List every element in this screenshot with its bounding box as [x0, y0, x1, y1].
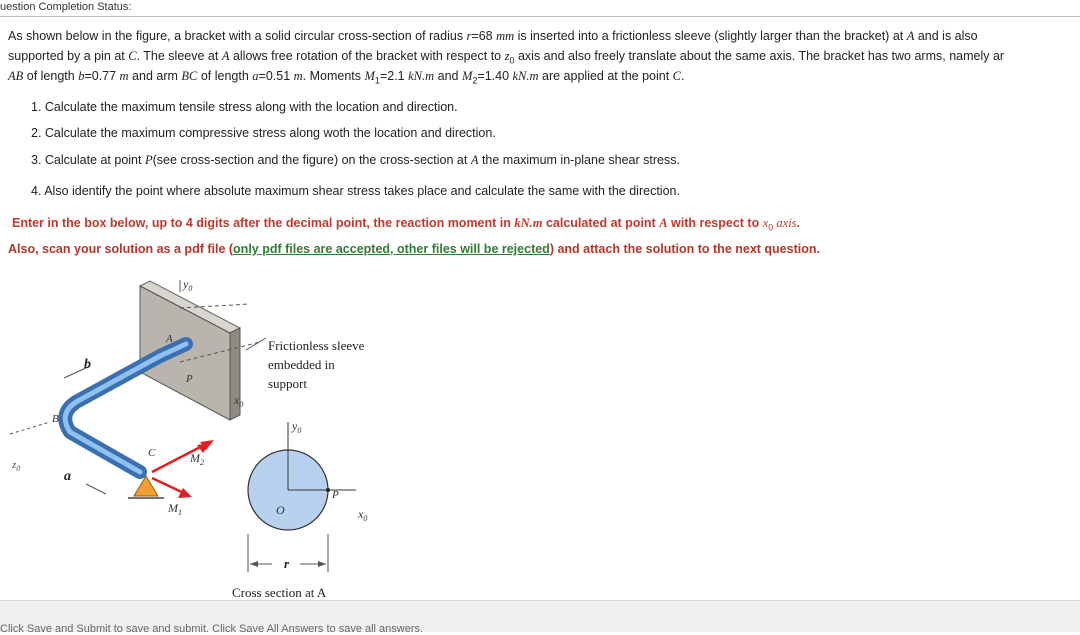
sleeve-label-1: Frictionless sleeve [268, 338, 365, 353]
question-item-1: 1. Calculate the maximum tensile stress along with the location and direction. [31, 100, 458, 114]
dim-r-head-left [250, 561, 258, 567]
problem-statement [8, 27, 1080, 87]
question-item-2: 2. Calculate the maximum compressive stress along woth the location and direction. [31, 126, 496, 140]
cs-point-P [326, 488, 330, 492]
dim-a [86, 484, 106, 494]
m1-arrow-head [178, 488, 192, 498]
cs-label-P: P [332, 489, 339, 501]
m1-arrow [152, 478, 186, 494]
problem-line-3: AB of length b=0.77 m and arm BC of length a=0.51 m. Moments $M_1=2.1$ kN.m and $M_2=1.40$ kN.m are applied at the point C. [8, 69, 685, 86]
completion-status-label: uestion Completion Status: [0, 0, 1080, 17]
problem-line-1: As shown below in the figure, a bracket with a solid circular cross-section of radius r=68 mm is inserted into a frictionless sleeve (slightly larger than the bracket) at A and is also [8, 29, 978, 43]
cs-label-r: r [284, 556, 290, 571]
footer-bar [0, 600, 1080, 635]
cs-label-x0: $x_0$ [358, 507, 368, 523]
label-y0: $y_0$ [183, 277, 193, 293]
cs-label-O: O [276, 503, 285, 517]
footer-instructions: Click Save and Submit to save and submit. Click Save All Answers to save all answers. [0, 623, 424, 635]
label-x0: $x_0$ [234, 393, 244, 409]
answer-instruction: Enter in the box below, up to 4 digits after the decimal point, the reaction moment in kN.m calculated at point A with respect to $x_0$ axis. [12, 216, 801, 233]
sleeve-label-2: embedded in [268, 357, 335, 372]
label-A: A [166, 333, 173, 345]
label-B: B [52, 413, 59, 425]
label-z0: $z_0$ [12, 459, 21, 473]
dim-r-head-right [318, 561, 326, 567]
cross-section-caption: Cross section at A [232, 585, 327, 600]
sleeve-label-3: support [268, 376, 307, 391]
upload-instruction: Also, scan your solution as a pdf file (only pdf files are accepted, other files will be rejected) and attach the solution to the next question. [8, 242, 820, 256]
bracket-figure [0, 272, 400, 602]
label-M1: $M_1$ [168, 501, 182, 517]
label-b: b [84, 357, 91, 372]
question-item-3: 3. Calculate at point P(see cross-section and the figure) on the cross-section at A the maximum in-plane shear stress. [31, 153, 680, 167]
label-M2: $M_2$ [190, 451, 204, 467]
pdf-policy-link[interactable]: only pdf files are accepted, other files will be rejected [233, 242, 550, 256]
label-a: a [64, 469, 71, 484]
question-item-4: 4. Also identify the point where absolute maximum shear stress takes place and calculate the same with the direction. [31, 184, 680, 198]
sleeve-callout-line [246, 338, 266, 350]
label-C: C [148, 447, 156, 459]
label-P: P [186, 373, 193, 385]
z0-axis [10, 422, 50, 434]
problem-line-2: supported by a pin at C. The sleeve at A allows free rotation of the bracket with respect to $z_0$ axis and also freely translate about the same axis. The bracket has two arms, namely ar [8, 49, 1005, 66]
cs-label-y0: $y_0$ [292, 419, 302, 435]
